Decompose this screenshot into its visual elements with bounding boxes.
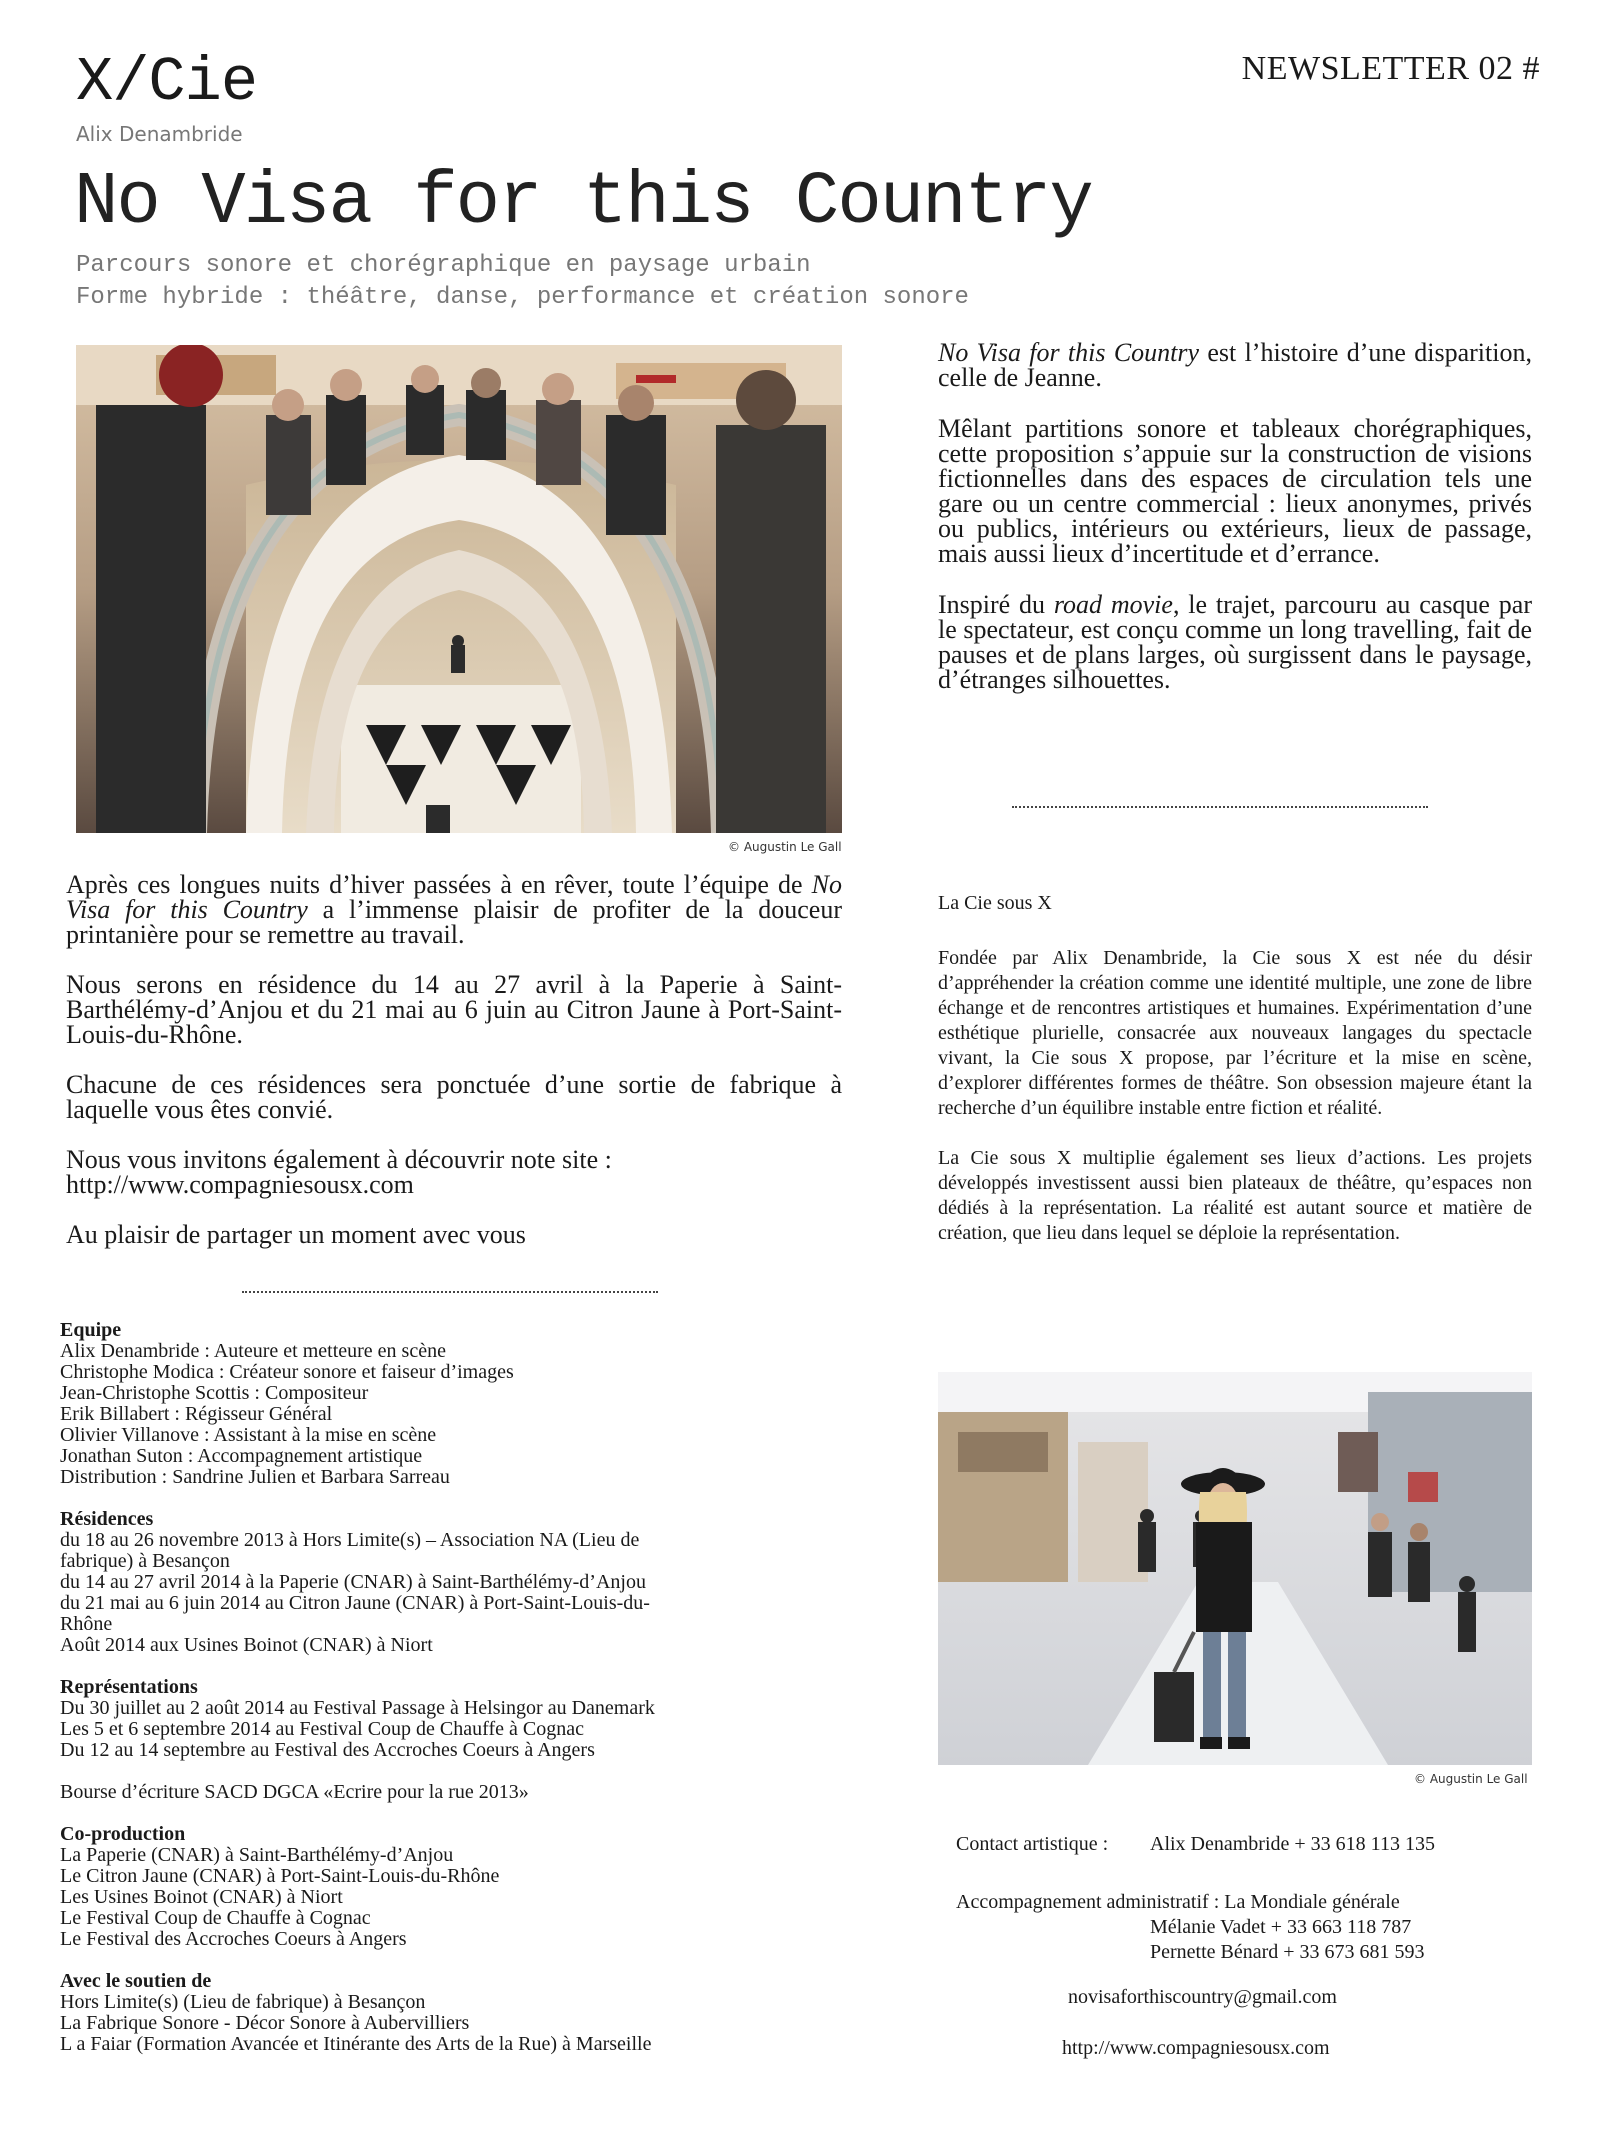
cie-paragraph-1: Fondée par Alix Denambride, la Cie sous X est née du désir d’appréhender la création comme une identité multiple, une zone de libre échange et de rencontres artistiques et humaines. Expérimentation d’une esthétique plurielle, consacrée aux nouveaux langages du spectacle vivant, la Cie sous X propose, par l’écriture et la mise en scène, d’explorer différentes formes de théâtre. Son obsession majeure étant la recherche d’un équilibre instable entre fiction et réalité.	[938, 947, 1532, 1119]
road-movie-reference: road movie	[1053, 590, 1173, 619]
equipe-section	[60, 1320, 860, 1488]
residence-item: Rhône	[60, 1613, 113, 1635]
mall-balcony-photo	[76, 345, 842, 833]
website-link[interactable]: http://www.compagniesousx.com	[66, 1170, 414, 1199]
intro-title-reference: No Visa for this Country	[938, 338, 1200, 367]
residence-item: du 18 au 26 novembre 2013 à Hors Limite(s) – Association NA (Lieu de	[60, 1529, 640, 1551]
newsletter-label: NEWSLETTER 02 #	[1241, 50, 1540, 87]
intro-paragraph-1: No Visa for this Country est l’histoire d’une disparition, celle de Jeanne.	[938, 338, 1532, 392]
subtitle-line-2: Forme hybride : théâtre, danse, performance et création sonore	[76, 284, 969, 311]
equipe-item: Erik Billabert : Régisseur Général	[60, 1403, 333, 1425]
contact-website-link[interactable]: http://www.compagniesousx.com	[1062, 2037, 1330, 2059]
equipe-item: Jonathan Suton : Accompagnement artistique	[60, 1445, 423, 1467]
mall-walker-photo	[938, 1372, 1532, 1765]
news-title-reference: No Visa for this Country	[66, 870, 842, 924]
coproduction-section	[60, 1824, 860, 1950]
contact-admin-label: Accompagnement administratif : La Mondiale générale	[956, 1891, 1400, 1913]
contact-admin-1: Mélanie Vadet + 33 663 118 787	[1150, 1916, 1412, 1938]
representation-item: Les 5 et 6 septembre 2014 au Festival Coup de Chauffe à Cognac	[60, 1718, 584, 1740]
soutien-item: Hors Limite(s) (Lieu de fabrique) à Besançon	[60, 1991, 426, 2013]
contact-email-link[interactable]: novisaforthiscountry@gmail.com	[1068, 1986, 1337, 2008]
representations-section	[60, 1677, 860, 1761]
soutien-item: L a Faiar (Formation Avancée et Itinérante des Arts de la Rue) à Marseille	[60, 2033, 652, 2055]
residence-item: fabrique) à Besançon	[60, 1550, 230, 1572]
coproduction-item: Les Usines Boinot (CNAR) à Niort	[60, 1886, 343, 1908]
bottom-photo-credit: © Augustin Le Gall	[1414, 1772, 1528, 1786]
coproduction-heading: Co-production	[60, 1823, 186, 1845]
residences-section	[60, 1509, 860, 1656]
cie-paragraph-2: La Cie sous X multiplie également ses lieux d’actions. Les projets développés investissent aussi bien plateaux de théâtre, qu’espaces non dédiés à la représentation. La réalité est autant source et matière de création, que lieu dans lequel se déploie la représentation.	[938, 1147, 1532, 1244]
equipe-heading: Equipe	[60, 1319, 122, 1341]
residence-item: du 21 mai au 6 juin 2014 au Citron Jaune (CNAR) à Port-Saint-Louis-du-	[60, 1592, 650, 1614]
intro-paragraph-2: Mêlant partitions sonore et tableaux chorégraphiques, cette proposition s’appuie sur la construction de visions fictionnelles dans des espaces de circulation tels une gare ou un centre commercial : lieux anonymes, privés ou publics, intérieurs ou extérieurs, lieux de passage, mais aussi lieux d’incertitude et d’errance.	[938, 414, 1532, 568]
equipe-item: Christophe Modica : Créateur sonore et faiseur d’images	[60, 1361, 514, 1383]
subtitle-line-1: Parcours sonore et chorégraphique en paysage urbain	[76, 252, 811, 279]
coproduction-item: Le Festival des Accroches Coeurs à Angers	[60, 1928, 407, 1950]
cie-section-body	[938, 946, 1532, 1271]
news-paragraph-3: Chacune de ces résidences sera ponctuée d’une sortie de fabrique à laquelle vous êtes convié.	[66, 1070, 842, 1124]
soutien-heading: Avec le soutien de	[60, 1970, 212, 1992]
credits-block	[60, 1320, 860, 2076]
representation-item: Du 30 juillet au 2 août 2014 au Festival Passage à Helsingor au Danemark	[60, 1697, 655, 1719]
equipe-item: Distribution : Sandrine Julien et Barbara Sarreau	[60, 1466, 450, 1488]
news-paragraph-2: Nous serons en résidence du 14 au 27 avril à la Paperie à Saint-Barthélémy-d’Anjou et du 21 mai au 6 juin au Citron Jaune à Port-Saint-Louis-du-Rhône.	[66, 970, 842, 1049]
coproduction-item: Le Festival Coup de Chauffe à Cognac	[60, 1907, 371, 1929]
news-paragraph-5: Au plaisir de partager un moment avec vous	[66, 1220, 526, 1249]
equipe-item: Olivier Villanove : Assistant à la mise en scène	[60, 1424, 437, 1446]
divider-left	[242, 1291, 658, 1293]
intro-text	[938, 340, 1532, 718]
coproduction-item: La Paperie (CNAR) à Saint-Barthélémy-d’Anjou	[60, 1844, 454, 1866]
news-text	[66, 872, 842, 1272]
soutien-section	[60, 1971, 860, 2055]
intro-paragraph-3: Inspiré du road movie, le trajet, parcouru au casque par le spectateur, est conçu comme un long travelling, fait de pauses et de plans larges, où surgissent dans le paysage, d’étranges silhouettes.	[938, 590, 1533, 694]
page-title: No Visa for this Country	[74, 161, 1092, 245]
company-director: Alix Denambride	[76, 122, 243, 146]
page-subtitle	[76, 250, 969, 314]
equipe-item: Alix Denambride : Auteure et metteure en scène	[60, 1340, 446, 1362]
contact-admin-2: Pernette Bénard + 33 673 681 593	[1150, 1941, 1425, 1963]
news-paragraph-4: Nous vous invitons également à découvrir note site : http://www.compagniesousx.com	[66, 1145, 612, 1199]
news-paragraph-1: Après ces longues nuits d’hiver passées à en rêver, toute l’équipe de No Visa for this Country a l’immense plaisir de profiter de la douceur printanière pour se remettre au travail.	[66, 870, 842, 949]
bourse-section	[60, 1782, 860, 1803]
soutien-item: La Fabrique Sonore - Décor Sonore à Aubervilliers	[60, 2012, 470, 2034]
contact-artistique-label: Contact artistique :	[956, 1833, 1109, 1855]
cie-section-title: La Cie sous X	[938, 892, 1052, 914]
coproduction-item: Le Citron Jaune (CNAR) à Port-Saint-Louis-du-Rhône	[60, 1865, 500, 1887]
residences-heading: Résidences	[60, 1508, 154, 1530]
company-logo: X/Cie	[76, 47, 258, 118]
contact-artistique-value: Alix Denambride + 33 618 113 135	[1150, 1833, 1435, 1855]
equipe-item: Jean-Christophe Scottis : Compositeur	[60, 1382, 369, 1404]
representations-heading: Représentations	[60, 1676, 198, 1698]
representation-item: Du 12 au 14 septembre au Festival des Accroches Coeurs à Angers	[60, 1739, 595, 1761]
residence-item: du 14 au 27 avril 2014 à la Paperie (CNAR) à Saint-Barthélémy-d’Anjou	[60, 1571, 646, 1593]
residence-item: Août 2014 aux Usines Boinot (CNAR) à Niort	[60, 1634, 433, 1656]
top-photo-credit: © Augustin Le Gall	[728, 840, 842, 854]
bourse-text: Bourse d’écriture SACD DGCA «Ecrire pour la rue 2013»	[60, 1781, 529, 1803]
divider-right	[1012, 806, 1428, 808]
